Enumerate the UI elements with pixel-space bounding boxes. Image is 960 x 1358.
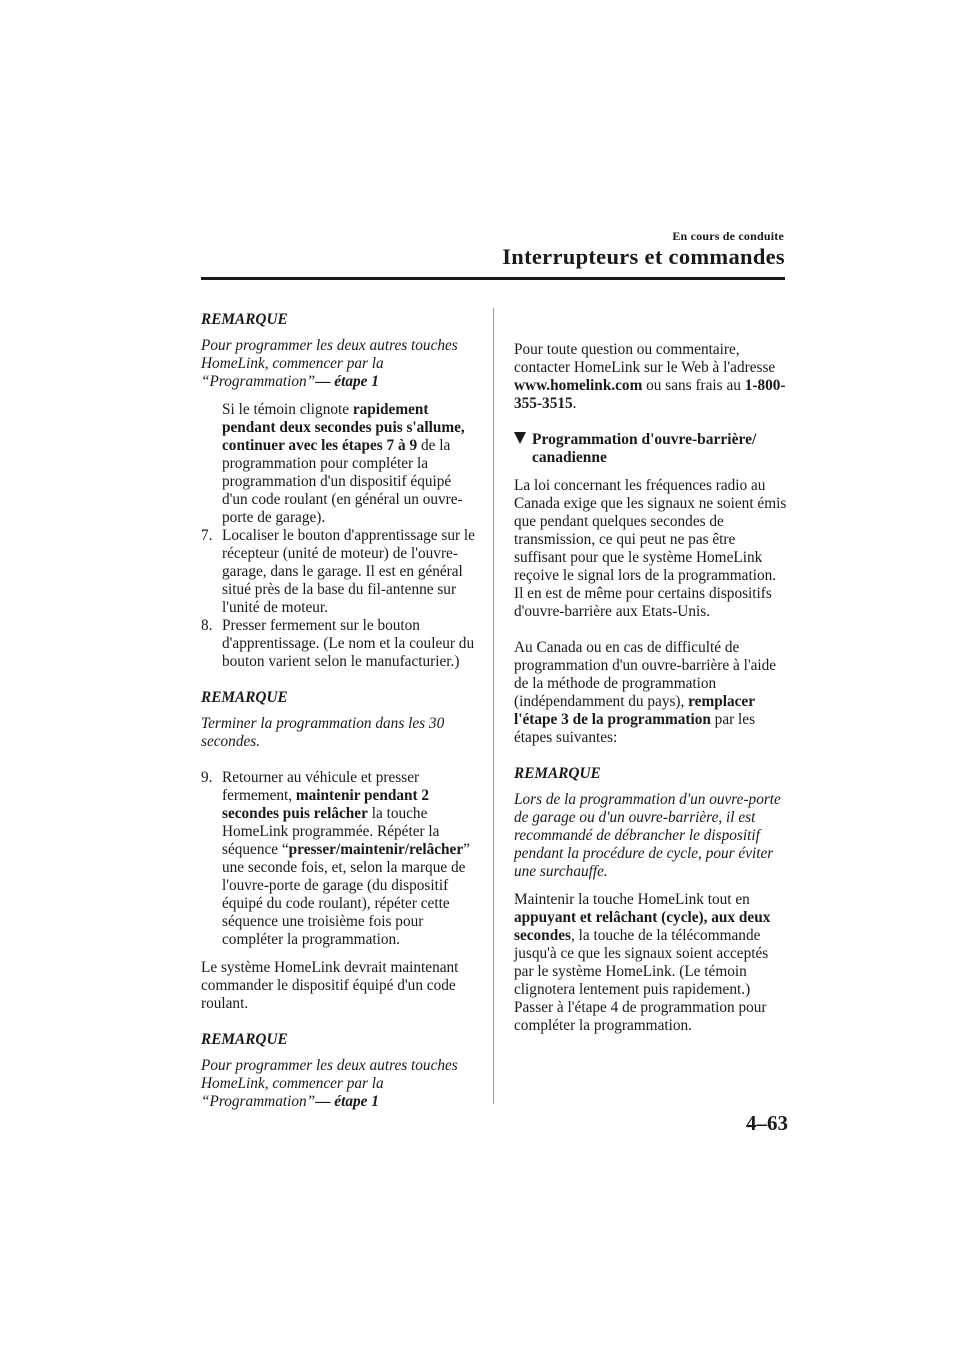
column-divider [493, 308, 494, 1104]
section-heading: Programmation d'ouvre-barrière/ canadienne [514, 431, 789, 467]
cycle-instructions: Maintenir la touche HomeLink tout en appuyant et relâchant (cycle), aux deux secondes, la touche de la télécommande jusqu'à ce que les signaux soient acceptés par le système HomeLink. (Le témoin clignotera lentement puis rapidement.) Passer à l'étape 4 de programmation pour compléter la programmation. [514, 891, 771, 1034]
radio-law-paragraph: La loi concernant les fréquences radio au Canada exige que les signaux ne soient émis que pendant quelques secondes de transmission, ce qui peut ne pas être suffisant pour que le système HomeLink reçoive le signal lors de la programmation. Il en est de même pour certains dispositifs d'ouvre-barrière aux Etats-Unis. [514, 477, 787, 620]
note-heading: REMARQUE [201, 689, 288, 706]
note-heading: REMARQUE [201, 311, 288, 328]
header-rule [201, 277, 785, 280]
note-text: Pour programmer les deux autres touches HomeLink, commencer par la “Programmation”— étape 1 [201, 1057, 458, 1110]
note-text: Terminer la programmation dans les 30 secondes. [201, 715, 445, 750]
note-heading: REMARQUE [201, 1031, 288, 1048]
header-title: Interrupteurs et commandes [502, 244, 785, 269]
note-text: Lors de la programmation d'un ouvre-porte de garage ou d'un ouvre-barrière, il est recommandé de débrancher le dispositif pendant la procédure de cycle, pour éviter une surchauffe. [514, 791, 781, 880]
blink-instructions: Si le témoin clignote rapidement pendant deux secondes puis s'allume, continuer avec les étapes 7 à 9 de la programmation pour compléter la programmation d'un dispositif équipé d'un code roulant (en général un ouvre-porte de garage). [222, 401, 465, 526]
left-column [201, 311, 480, 1111]
step-9: 9. Retourner au véhicule et presser fermement, maintenir pendant 2 secondes puis relâcher la touche HomeLink programmée. Répéter la séquence “presser/maintenir/relâcher” une seconde fois, et, selon la marque de l'ouvre-porte de garage (du dispositif équipé du code roulant), répéter cette séquence une troisième fois pour compléter la programmation. [201, 769, 470, 948]
page-number: 4–63 [746, 1111, 788, 1135]
header-subtitle: En cours de conduite [672, 229, 784, 243]
step-7: 7. Localiser le bouton d'apprentissage sur le récepteur (unité de moteur) de l'ouvre-garage, dans le garage. Il est en général situé près de la base du fil-antenne sur l'unité de moteur. [201, 527, 475, 616]
step-8: 8. Presser fermement sur le bouton d'apprentissage. (Le nom et la couleur du bouton varient selon le manufacturier.) [201, 617, 475, 670]
canada-paragraph: Au Canada ou en cas de difficulté de programmation d'un ouvre-barrière à l'aide de la méthode de programmation (indépendamment du pays), remplacer l'étape 3 de la programmation par les étapes suivantes: [514, 639, 777, 746]
right-column [514, 341, 789, 1035]
contact-paragraph: Pour toute question ou commentaire, contacter HomeLink sur le Web à l'adresse www.homelink.com ou sans frais au 1-800-355-3515. [514, 341, 786, 412]
note-heading: REMARQUE [514, 765, 601, 782]
homelink-result-paragraph: Le système HomeLink devrait maintenant commander le dispositif équipé d'un code roulant. [201, 959, 459, 1012]
triangle-bullet-icon [514, 432, 526, 444]
note-text: Pour programmer les deux autres touches HomeLink, commencer par la “Programmation”— étape 1 [201, 337, 458, 390]
